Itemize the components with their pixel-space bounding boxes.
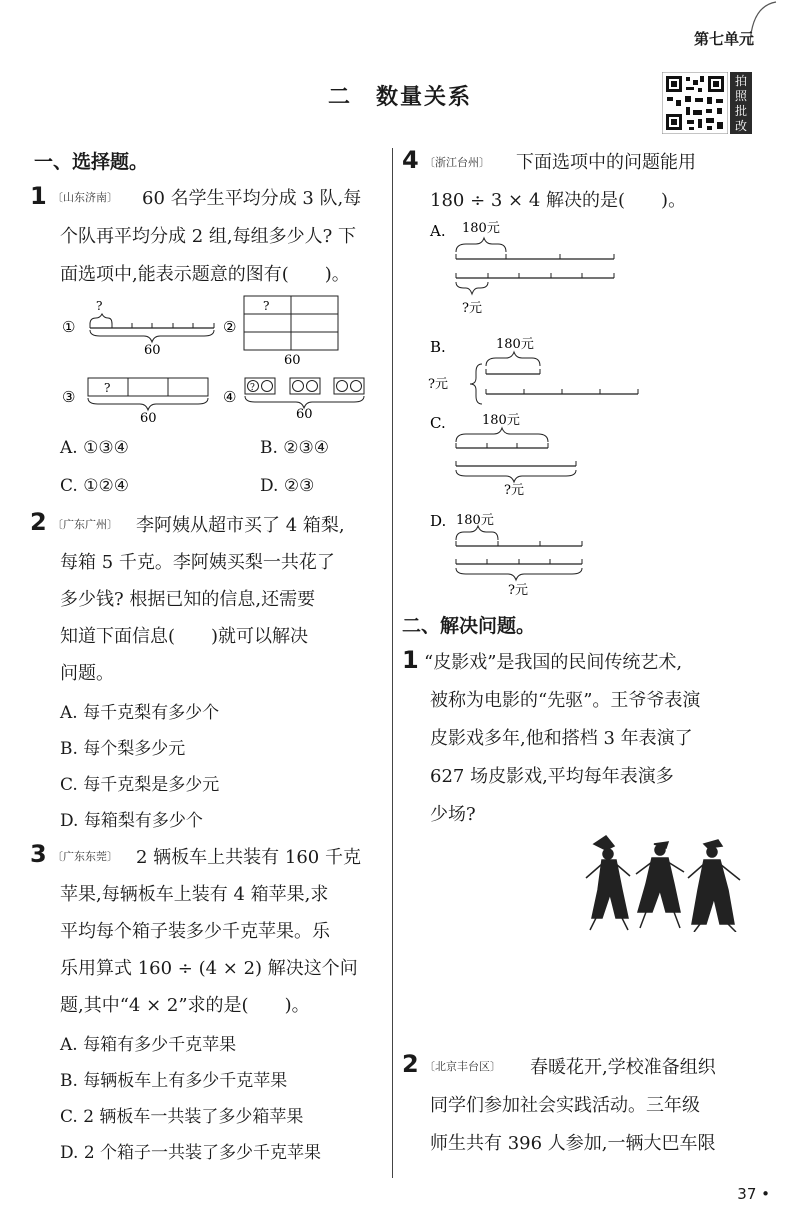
column-divider (392, 148, 393, 1178)
q1-fig1-label: ① (62, 318, 76, 336)
q2-text-line: 每箱 5 千克。李阿姨买梨一共花了 (60, 552, 335, 573)
s2-text-line: 师生共有 396 人参加,一辆大巴车限 (430, 1133, 716, 1154)
q1-fig1-brace-bottom (90, 330, 214, 342)
s2-text-line: 同学们参加社会实践活动。三年级 (430, 1095, 700, 1116)
q1-option-b[interactable]: B. ②③④ (260, 438, 330, 458)
q2-number: 2 (30, 508, 47, 536)
q1-fig2-total: 60 (284, 353, 301, 368)
q1-fig3-label: ③ (62, 388, 76, 406)
q4-a-unknown: ?元 (462, 301, 482, 316)
q1-figures (60, 290, 380, 430)
s1-text-line: 被称为电影的“先驱”。王爷爷表演 (430, 690, 701, 711)
q2-option-b[interactable]: B. 每个梨多少元 (60, 739, 186, 759)
q1-number: 1 (30, 182, 47, 210)
q3-number: 3 (30, 840, 47, 868)
scan-to-grade-label: 拍照批改 (730, 72, 752, 134)
q2-option-c[interactable]: C. 每千克梨是多少元 (60, 775, 220, 795)
q1-option-d[interactable]: D. ②③ (260, 476, 315, 496)
q4-number: 4 (402, 146, 419, 174)
q4-text-line: 180 ÷ 3 × 4 解决的是( )。 (430, 190, 687, 211)
s1-text-line: 627 场皮影戏,平均每年表演多 (430, 766, 674, 787)
q1-fig4-question: ? (250, 383, 255, 393)
page-title: 二 数量关系 (327, 85, 472, 110)
q3-text-line: 乐用算式 160 ÷ (4 × 2) 解决这个问 (60, 958, 358, 979)
section-choice-heading: 一、选择题。 (34, 151, 149, 173)
q3-text-line: 苹果,每辆板车上装有 4 箱苹果,求 (60, 884, 329, 905)
shadow-puppet-illustration (576, 832, 756, 932)
s2-number: 2 (402, 1050, 419, 1078)
q3-text-line: 2 辆板车上共装有 160 千克 (136, 847, 361, 868)
q1-fig1-question: ? (96, 299, 103, 313)
q4-c-money: 180元 (482, 413, 520, 428)
q4-b-money: 180元 (496, 337, 534, 352)
q2-source: 〔广东广州〕 (52, 518, 118, 531)
q4-b-unknown: ?元 (428, 377, 448, 392)
q2-text-line: 多少钱? 根据已知的信息,还需要 (60, 589, 316, 610)
s1-text-line: 少场? (430, 804, 476, 825)
q4-text-line: 下面选项中的问题能用 (516, 152, 696, 173)
q4-option-a-label: A. (430, 222, 446, 240)
q1-fig2-question: ? (263, 299, 270, 313)
q1-option-a[interactable]: A. ①③④ (60, 438, 129, 458)
q1-fig3-total: 60 (140, 411, 157, 426)
q3-text-line: 题,其中“4 × 2”求的是( )。 (60, 995, 310, 1016)
unit-label: 第七单元 (693, 30, 754, 48)
s2-text-line: 春暖花开,学校准备组织 (530, 1057, 716, 1078)
q2-option-a[interactable]: A. 每千克梨有多少个 (60, 703, 220, 723)
q1-fig4-label: ④ (223, 388, 237, 406)
s1-text-line: 皮影戏多年,他和搭档 3 年表演了 (430, 728, 693, 749)
q2-text-line: 知道下面信息( )就可以解决 (60, 626, 309, 647)
q4-d-money: 180元 (456, 513, 494, 528)
q3-option-a[interactable]: A. 每箱有多少千克苹果 (60, 1035, 237, 1055)
q3-option-c[interactable]: C. 2 辆板车一共装了多少箱苹果 (60, 1107, 304, 1127)
q1-fig1-total: 60 (144, 343, 161, 358)
s1-number: 1 (402, 646, 419, 674)
q1-option-c[interactable]: C. ①②④ (60, 476, 129, 496)
q3-option-b[interactable]: B. 每辆板车上有多少千克苹果 (60, 1071, 288, 1091)
q4-c-unknown: ?元 (504, 483, 524, 498)
q4-option-d-label: D. (430, 512, 447, 530)
q2-text-line: 问题。 (60, 663, 114, 684)
q1-text-line: 60 名学生平均分成 3 队,每 (142, 188, 362, 209)
q2-option-d[interactable]: D. 每箱梨有多少个 (60, 811, 203, 831)
q1-text-line: 面选项中,能表示题意的图有( )。 (60, 264, 350, 285)
q1-source: 〔山东济南〕 (52, 191, 118, 204)
q3-option-d[interactable]: D. 2 个箱子一共装了多少千克苹果 (60, 1143, 322, 1163)
q1-fig3-question: ? (104, 381, 111, 395)
q4-option-b-label: B. (430, 338, 446, 356)
q4-source: 〔浙江台州〕 (424, 156, 490, 169)
q4-option-c-label: C. (430, 414, 446, 432)
q3-source: 〔广东东莞〕 (52, 850, 118, 863)
q1-fig1-brace-top (90, 314, 112, 324)
q4-a-money: 180元 (462, 221, 500, 236)
q1-fig2-label: ② (223, 318, 237, 336)
qr-code-icon[interactable] (662, 72, 728, 134)
q1-fig4-total: 60 (296, 407, 313, 422)
section-solve-heading: 二、解决问题。 (402, 615, 536, 637)
q4-d-unknown: ?元 (508, 583, 528, 598)
q4-diagrams (426, 214, 656, 604)
q3-text-line: 平均每个箱子装多少千克苹果。乐 (60, 921, 330, 942)
s2-source: 〔北京丰台区〕 (424, 1060, 501, 1073)
q2-text-line: 李阿姨从超市买了 4 箱梨, (136, 515, 345, 536)
page-number: 37 • (737, 1185, 770, 1203)
q1-text-line: 个队再平均分成 2 组,每组多少人? 下 (60, 226, 356, 247)
s1-text-line: “皮影戏”是我国的民间传统艺术, (424, 652, 683, 673)
